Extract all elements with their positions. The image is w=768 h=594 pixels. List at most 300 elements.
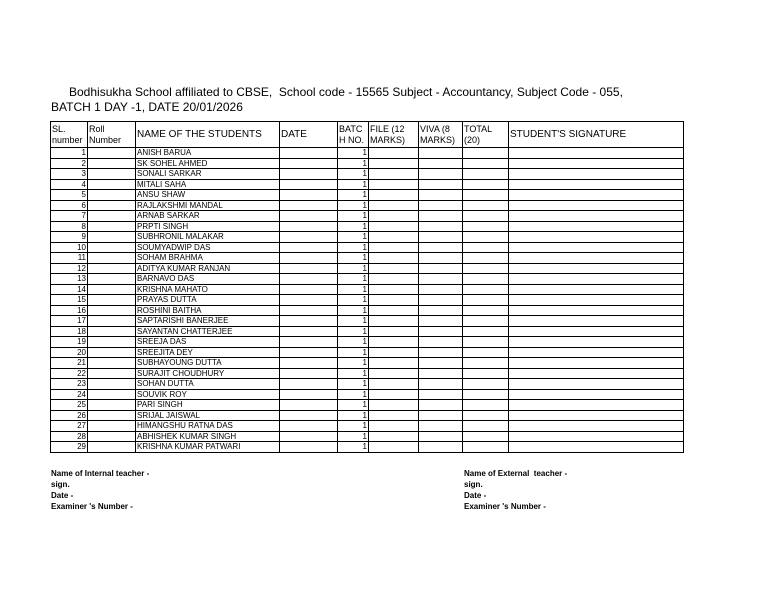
sl-cell: 8 bbox=[51, 221, 88, 232]
batch-cell: 1 bbox=[338, 158, 369, 169]
date-cell bbox=[280, 295, 338, 306]
roll-cell bbox=[88, 421, 136, 432]
total-marks-cell bbox=[463, 179, 509, 190]
signature-cell bbox=[509, 347, 684, 358]
date-cell bbox=[280, 221, 338, 232]
sl-cell: 14 bbox=[51, 284, 88, 295]
col-header-name: NAME OF THE STUDENTS bbox=[136, 122, 280, 148]
file-marks-cell bbox=[369, 295, 419, 306]
col-header-total: TOTAL (20) bbox=[463, 122, 509, 148]
external-sign-label: sign. bbox=[464, 480, 483, 489]
external-teacher-label: Name of External teacher - bbox=[464, 469, 568, 478]
batch-cell: 1 bbox=[338, 358, 369, 369]
col-header-signature: STUDENT'S SIGNATURE bbox=[509, 122, 684, 148]
file-marks-cell bbox=[369, 190, 419, 201]
total-marks-cell bbox=[463, 263, 509, 274]
file-marks-cell bbox=[369, 326, 419, 337]
signature-cell bbox=[509, 368, 684, 379]
total-marks-cell bbox=[463, 389, 509, 400]
student-name-cell: ADITYA KUMAR RANJAN bbox=[136, 263, 280, 274]
sl-cell: 12 bbox=[51, 263, 88, 274]
sl-cell: 26 bbox=[51, 410, 88, 421]
date-cell bbox=[280, 169, 338, 180]
table-row bbox=[51, 190, 684, 201]
roll-cell bbox=[88, 200, 136, 211]
signature-cell bbox=[509, 305, 684, 316]
total-marks-cell bbox=[463, 358, 509, 369]
signature-cell bbox=[509, 389, 684, 400]
sl-cell: 3 bbox=[51, 169, 88, 180]
table-row bbox=[51, 179, 684, 190]
file-marks-cell bbox=[369, 358, 419, 369]
batch-cell: 1 bbox=[338, 442, 369, 453]
viva-marks-cell bbox=[419, 242, 463, 253]
student-name-cell: SAYANTAN CHATTERJEE bbox=[136, 326, 280, 337]
student-name-cell: ANSU SHAW bbox=[136, 190, 280, 201]
col-header-date: DATE bbox=[280, 122, 338, 148]
date-cell bbox=[280, 389, 338, 400]
file-marks-cell bbox=[369, 400, 419, 411]
batch-cell: 1 bbox=[338, 379, 369, 390]
student-name-cell: BARNAVO DAS bbox=[136, 274, 280, 285]
roll-cell bbox=[88, 179, 136, 190]
student-name-cell: SOHAN DUTTA bbox=[136, 379, 280, 390]
signature-cell bbox=[509, 211, 684, 222]
total-marks-cell bbox=[463, 421, 509, 432]
batch-cell: 1 bbox=[338, 263, 369, 274]
date-cell bbox=[280, 242, 338, 253]
file-marks-cell bbox=[369, 148, 419, 159]
roll-cell bbox=[88, 431, 136, 442]
table-row bbox=[51, 316, 684, 327]
roll-cell bbox=[88, 221, 136, 232]
roll-cell bbox=[88, 284, 136, 295]
student-name-cell: ANISH BARUA bbox=[136, 148, 280, 159]
table-row bbox=[51, 305, 684, 316]
internal-teacher-label: Name of Internal teacher - bbox=[51, 469, 150, 478]
table-row bbox=[51, 337, 684, 348]
roll-cell bbox=[88, 158, 136, 169]
signature-cell bbox=[509, 316, 684, 327]
student-name-cell: SOUMYADWIP DAS bbox=[136, 242, 280, 253]
signature-cell bbox=[509, 242, 684, 253]
sl-cell: 23 bbox=[51, 379, 88, 390]
roll-cell bbox=[88, 442, 136, 453]
file-marks-cell bbox=[369, 274, 419, 285]
batch-cell: 1 bbox=[338, 400, 369, 411]
file-marks-cell bbox=[369, 158, 419, 169]
sl-cell: 16 bbox=[51, 305, 88, 316]
signature-cell bbox=[509, 190, 684, 201]
viva-marks-cell bbox=[419, 232, 463, 243]
date-cell bbox=[280, 200, 338, 211]
roll-cell bbox=[88, 190, 136, 201]
total-marks-cell bbox=[463, 284, 509, 295]
sl-cell: 10 bbox=[51, 242, 88, 253]
external-examiner-label: Examiner 's Number - bbox=[464, 502, 546, 511]
viva-marks-cell bbox=[419, 284, 463, 295]
viva-marks-cell bbox=[419, 211, 463, 222]
internal-date-label: Date - bbox=[51, 491, 74, 500]
sl-cell: 2 bbox=[51, 158, 88, 169]
col-header-batch: BATC H NO. bbox=[338, 122, 369, 148]
signature-cell bbox=[509, 263, 684, 274]
signature-cell bbox=[509, 158, 684, 169]
table-row bbox=[51, 295, 684, 306]
date-cell bbox=[280, 421, 338, 432]
internal-teacher-block bbox=[51, 468, 149, 512]
student-name-cell: SURAJIT CHOUDHURY bbox=[136, 368, 280, 379]
total-marks-cell bbox=[463, 326, 509, 337]
roll-cell bbox=[88, 211, 136, 222]
batch-cell: 1 bbox=[338, 431, 369, 442]
table-row bbox=[51, 274, 684, 285]
roll-cell bbox=[88, 389, 136, 400]
signature-cell bbox=[509, 284, 684, 295]
table-body bbox=[51, 148, 684, 453]
viva-marks-cell bbox=[419, 358, 463, 369]
date-cell bbox=[280, 379, 338, 390]
signature-cell bbox=[509, 379, 684, 390]
student-name-cell: PRAYAS DUTTA bbox=[136, 295, 280, 306]
file-marks-cell bbox=[369, 305, 419, 316]
viva-marks-cell bbox=[419, 253, 463, 264]
batch-cell: 1 bbox=[338, 368, 369, 379]
total-marks-cell bbox=[463, 158, 509, 169]
student-name-cell: ARNAB SARKAR bbox=[136, 211, 280, 222]
signature-cell bbox=[509, 232, 684, 243]
table-row bbox=[51, 379, 684, 390]
student-name-cell: SRIJAL JAISWAL bbox=[136, 410, 280, 421]
title-line-2: BATCH 1 DAY -1, DATE 20/01/2026 bbox=[51, 100, 243, 114]
file-marks-cell bbox=[369, 169, 419, 180]
internal-examiner-label: Examiner 's Number - bbox=[51, 502, 133, 511]
signature-cell bbox=[509, 358, 684, 369]
total-marks-cell bbox=[463, 242, 509, 253]
table-header-row bbox=[51, 122, 684, 148]
date-cell bbox=[280, 358, 338, 369]
file-marks-cell bbox=[369, 232, 419, 243]
internal-sign-label: sign. bbox=[51, 480, 70, 489]
date-cell bbox=[280, 347, 338, 358]
batch-cell: 1 bbox=[338, 242, 369, 253]
student-name-cell: SOHAM BRAHMA bbox=[136, 253, 280, 264]
attendance-table bbox=[50, 121, 684, 453]
student-name-cell: SUBHRONIL MALAKAR bbox=[136, 232, 280, 243]
viva-marks-cell bbox=[419, 431, 463, 442]
signature-cell bbox=[509, 400, 684, 411]
sl-cell: 6 bbox=[51, 200, 88, 211]
viva-marks-cell bbox=[419, 221, 463, 232]
sl-cell: 1 bbox=[51, 148, 88, 159]
file-marks-cell bbox=[369, 284, 419, 295]
table-row bbox=[51, 263, 684, 274]
total-marks-cell bbox=[463, 274, 509, 285]
roll-cell bbox=[88, 274, 136, 285]
viva-marks-cell bbox=[419, 389, 463, 400]
date-cell bbox=[280, 190, 338, 201]
student-name-cell: SONALI SARKAR bbox=[136, 169, 280, 180]
file-marks-cell bbox=[369, 179, 419, 190]
date-cell bbox=[280, 305, 338, 316]
date-cell bbox=[280, 368, 338, 379]
date-cell bbox=[280, 326, 338, 337]
sl-cell: 27 bbox=[51, 421, 88, 432]
signature-cell bbox=[509, 200, 684, 211]
viva-marks-cell bbox=[419, 263, 463, 274]
date-cell bbox=[280, 431, 338, 442]
signature-cell bbox=[509, 221, 684, 232]
file-marks-cell bbox=[369, 442, 419, 453]
viva-marks-cell bbox=[419, 337, 463, 348]
batch-cell: 1 bbox=[338, 211, 369, 222]
viva-marks-cell bbox=[419, 179, 463, 190]
date-cell bbox=[280, 253, 338, 264]
total-marks-cell bbox=[463, 253, 509, 264]
signature-cell bbox=[509, 179, 684, 190]
table-row bbox=[51, 410, 684, 421]
file-marks-cell bbox=[369, 253, 419, 264]
file-marks-cell bbox=[369, 379, 419, 390]
table-row bbox=[51, 431, 684, 442]
viva-marks-cell bbox=[419, 400, 463, 411]
table-row bbox=[51, 253, 684, 264]
total-marks-cell bbox=[463, 148, 509, 159]
roll-cell bbox=[88, 347, 136, 358]
external-teacher-block bbox=[464, 468, 567, 512]
sl-cell: 13 bbox=[51, 274, 88, 285]
roll-cell bbox=[88, 148, 136, 159]
student-name-cell: HIMANGSHU RATNA DAS bbox=[136, 421, 280, 432]
table-row bbox=[51, 389, 684, 400]
roll-cell bbox=[88, 358, 136, 369]
roll-cell bbox=[88, 169, 136, 180]
signature-cell bbox=[509, 326, 684, 337]
file-marks-cell bbox=[369, 389, 419, 400]
total-marks-cell bbox=[463, 211, 509, 222]
viva-marks-cell bbox=[419, 326, 463, 337]
sl-cell: 7 bbox=[51, 211, 88, 222]
student-name-cell: PRPTI SINGH bbox=[136, 221, 280, 232]
batch-cell: 1 bbox=[338, 221, 369, 232]
batch-cell: 1 bbox=[338, 200, 369, 211]
roll-cell bbox=[88, 410, 136, 421]
sl-cell: 9 bbox=[51, 232, 88, 243]
viva-marks-cell bbox=[419, 158, 463, 169]
date-cell bbox=[280, 211, 338, 222]
roll-cell bbox=[88, 316, 136, 327]
file-marks-cell bbox=[369, 211, 419, 222]
table-row bbox=[51, 158, 684, 169]
roll-cell bbox=[88, 337, 136, 348]
student-name-cell: SAPTARISHI BANERJEE bbox=[136, 316, 280, 327]
signature-cell bbox=[509, 431, 684, 442]
table-row bbox=[51, 200, 684, 211]
table-row bbox=[51, 211, 684, 222]
signature-cell bbox=[509, 442, 684, 453]
total-marks-cell bbox=[463, 232, 509, 243]
total-marks-cell bbox=[463, 337, 509, 348]
date-cell bbox=[280, 410, 338, 421]
date-cell bbox=[280, 442, 338, 453]
date-cell bbox=[280, 274, 338, 285]
col-header-viva: VIVA (8 MARKS) bbox=[419, 122, 463, 148]
batch-cell: 1 bbox=[338, 148, 369, 159]
total-marks-cell bbox=[463, 347, 509, 358]
date-cell bbox=[280, 400, 338, 411]
sl-cell: 4 bbox=[51, 179, 88, 190]
total-marks-cell bbox=[463, 305, 509, 316]
viva-marks-cell bbox=[419, 169, 463, 180]
date-cell bbox=[280, 179, 338, 190]
total-marks-cell bbox=[463, 221, 509, 232]
signature-cell bbox=[509, 148, 684, 159]
batch-cell: 1 bbox=[338, 410, 369, 421]
student-name-cell: SOUVIK ROY bbox=[136, 389, 280, 400]
viva-marks-cell bbox=[419, 295, 463, 306]
batch-cell: 1 bbox=[338, 284, 369, 295]
table-row bbox=[51, 400, 684, 411]
table-row bbox=[51, 358, 684, 369]
viva-marks-cell bbox=[419, 379, 463, 390]
file-marks-cell bbox=[369, 347, 419, 358]
batch-cell: 1 bbox=[338, 347, 369, 358]
sl-cell: 29 bbox=[51, 442, 88, 453]
viva-marks-cell bbox=[419, 316, 463, 327]
roll-cell bbox=[88, 232, 136, 243]
file-marks-cell bbox=[369, 242, 419, 253]
total-marks-cell bbox=[463, 379, 509, 390]
batch-cell: 1 bbox=[338, 316, 369, 327]
total-marks-cell bbox=[463, 200, 509, 211]
viva-marks-cell bbox=[419, 347, 463, 358]
student-name-cell: SREEJA DAS bbox=[136, 337, 280, 348]
sl-cell: 5 bbox=[51, 190, 88, 201]
total-marks-cell bbox=[463, 442, 509, 453]
document-title bbox=[51, 85, 623, 115]
student-name-cell: ABHISHEK KUMAR SINGH bbox=[136, 431, 280, 442]
col-header-file: FILE (12 MARKS) bbox=[369, 122, 419, 148]
student-name-cell: PARI SINGH bbox=[136, 400, 280, 411]
batch-cell: 1 bbox=[338, 421, 369, 432]
file-marks-cell bbox=[369, 316, 419, 327]
viva-marks-cell bbox=[419, 368, 463, 379]
viva-marks-cell bbox=[419, 190, 463, 201]
file-marks-cell bbox=[369, 368, 419, 379]
roll-cell bbox=[88, 295, 136, 306]
signature-cell bbox=[509, 253, 684, 264]
date-cell bbox=[280, 232, 338, 243]
roll-cell bbox=[88, 305, 136, 316]
sl-cell: 15 bbox=[51, 295, 88, 306]
table-row bbox=[51, 368, 684, 379]
viva-marks-cell bbox=[419, 200, 463, 211]
student-name-cell: KRISHNA KUMAR PATWARI bbox=[136, 442, 280, 453]
roll-cell bbox=[88, 379, 136, 390]
batch-cell: 1 bbox=[338, 305, 369, 316]
file-marks-cell bbox=[369, 200, 419, 211]
sl-cell: 17 bbox=[51, 316, 88, 327]
table-row bbox=[51, 242, 684, 253]
viva-marks-cell bbox=[419, 421, 463, 432]
viva-marks-cell bbox=[419, 442, 463, 453]
date-cell bbox=[280, 316, 338, 327]
signature-cell bbox=[509, 169, 684, 180]
date-cell bbox=[280, 158, 338, 169]
total-marks-cell bbox=[463, 431, 509, 442]
batch-cell: 1 bbox=[338, 179, 369, 190]
student-name-cell: ROSHINI BAITHA bbox=[136, 305, 280, 316]
file-marks-cell bbox=[369, 337, 419, 348]
viva-marks-cell bbox=[419, 305, 463, 316]
student-name-cell: SREEJITA DEY bbox=[136, 347, 280, 358]
table-row bbox=[51, 326, 684, 337]
file-marks-cell bbox=[369, 221, 419, 232]
student-name-cell: SUBHAYOUNG DUTTA bbox=[136, 358, 280, 369]
roll-cell bbox=[88, 263, 136, 274]
date-cell bbox=[280, 148, 338, 159]
date-cell bbox=[280, 337, 338, 348]
date-cell bbox=[280, 284, 338, 295]
signature-cell bbox=[509, 410, 684, 421]
table-row bbox=[51, 347, 684, 358]
batch-cell: 1 bbox=[338, 169, 369, 180]
signature-cell bbox=[509, 337, 684, 348]
student-name-cell: RAJLAKSHMI MANDAL bbox=[136, 200, 280, 211]
batch-cell: 1 bbox=[338, 337, 369, 348]
viva-marks-cell bbox=[419, 410, 463, 421]
sl-cell: 22 bbox=[51, 368, 88, 379]
viva-marks-cell bbox=[419, 274, 463, 285]
roll-cell bbox=[88, 400, 136, 411]
col-header-sl: SL. number bbox=[51, 122, 88, 148]
file-marks-cell bbox=[369, 410, 419, 421]
batch-cell: 1 bbox=[338, 326, 369, 337]
signature-cell bbox=[509, 421, 684, 432]
sl-cell: 11 bbox=[51, 253, 88, 264]
total-marks-cell bbox=[463, 316, 509, 327]
roll-cell bbox=[88, 326, 136, 337]
date-cell bbox=[280, 263, 338, 274]
total-marks-cell bbox=[463, 410, 509, 421]
file-marks-cell bbox=[369, 431, 419, 442]
file-marks-cell bbox=[369, 421, 419, 432]
sl-cell: 21 bbox=[51, 358, 88, 369]
roll-cell bbox=[88, 253, 136, 264]
batch-cell: 1 bbox=[338, 274, 369, 285]
signature-cell bbox=[509, 295, 684, 306]
student-name-cell: MITALI SAHA bbox=[136, 179, 280, 190]
table-row bbox=[51, 221, 684, 232]
table-row bbox=[51, 232, 684, 243]
viva-marks-cell bbox=[419, 148, 463, 159]
student-name-cell: SK SOHEL AHMED bbox=[136, 158, 280, 169]
title-line-1: Bodhisukha School affiliated to CBSE, School code - 15565 Subject - Accountancy, Subject Code - 055, bbox=[69, 85, 623, 99]
external-date-label: Date - bbox=[464, 491, 487, 500]
roll-cell bbox=[88, 368, 136, 379]
sl-cell: 24 bbox=[51, 389, 88, 400]
roll-cell bbox=[88, 242, 136, 253]
total-marks-cell bbox=[463, 169, 509, 180]
sl-cell: 25 bbox=[51, 400, 88, 411]
sl-cell: 19 bbox=[51, 337, 88, 348]
total-marks-cell bbox=[463, 295, 509, 306]
batch-cell: 1 bbox=[338, 295, 369, 306]
total-marks-cell bbox=[463, 368, 509, 379]
signature-cell bbox=[509, 274, 684, 285]
batch-cell: 1 bbox=[338, 389, 369, 400]
col-header-roll: Roll Number bbox=[88, 122, 136, 148]
